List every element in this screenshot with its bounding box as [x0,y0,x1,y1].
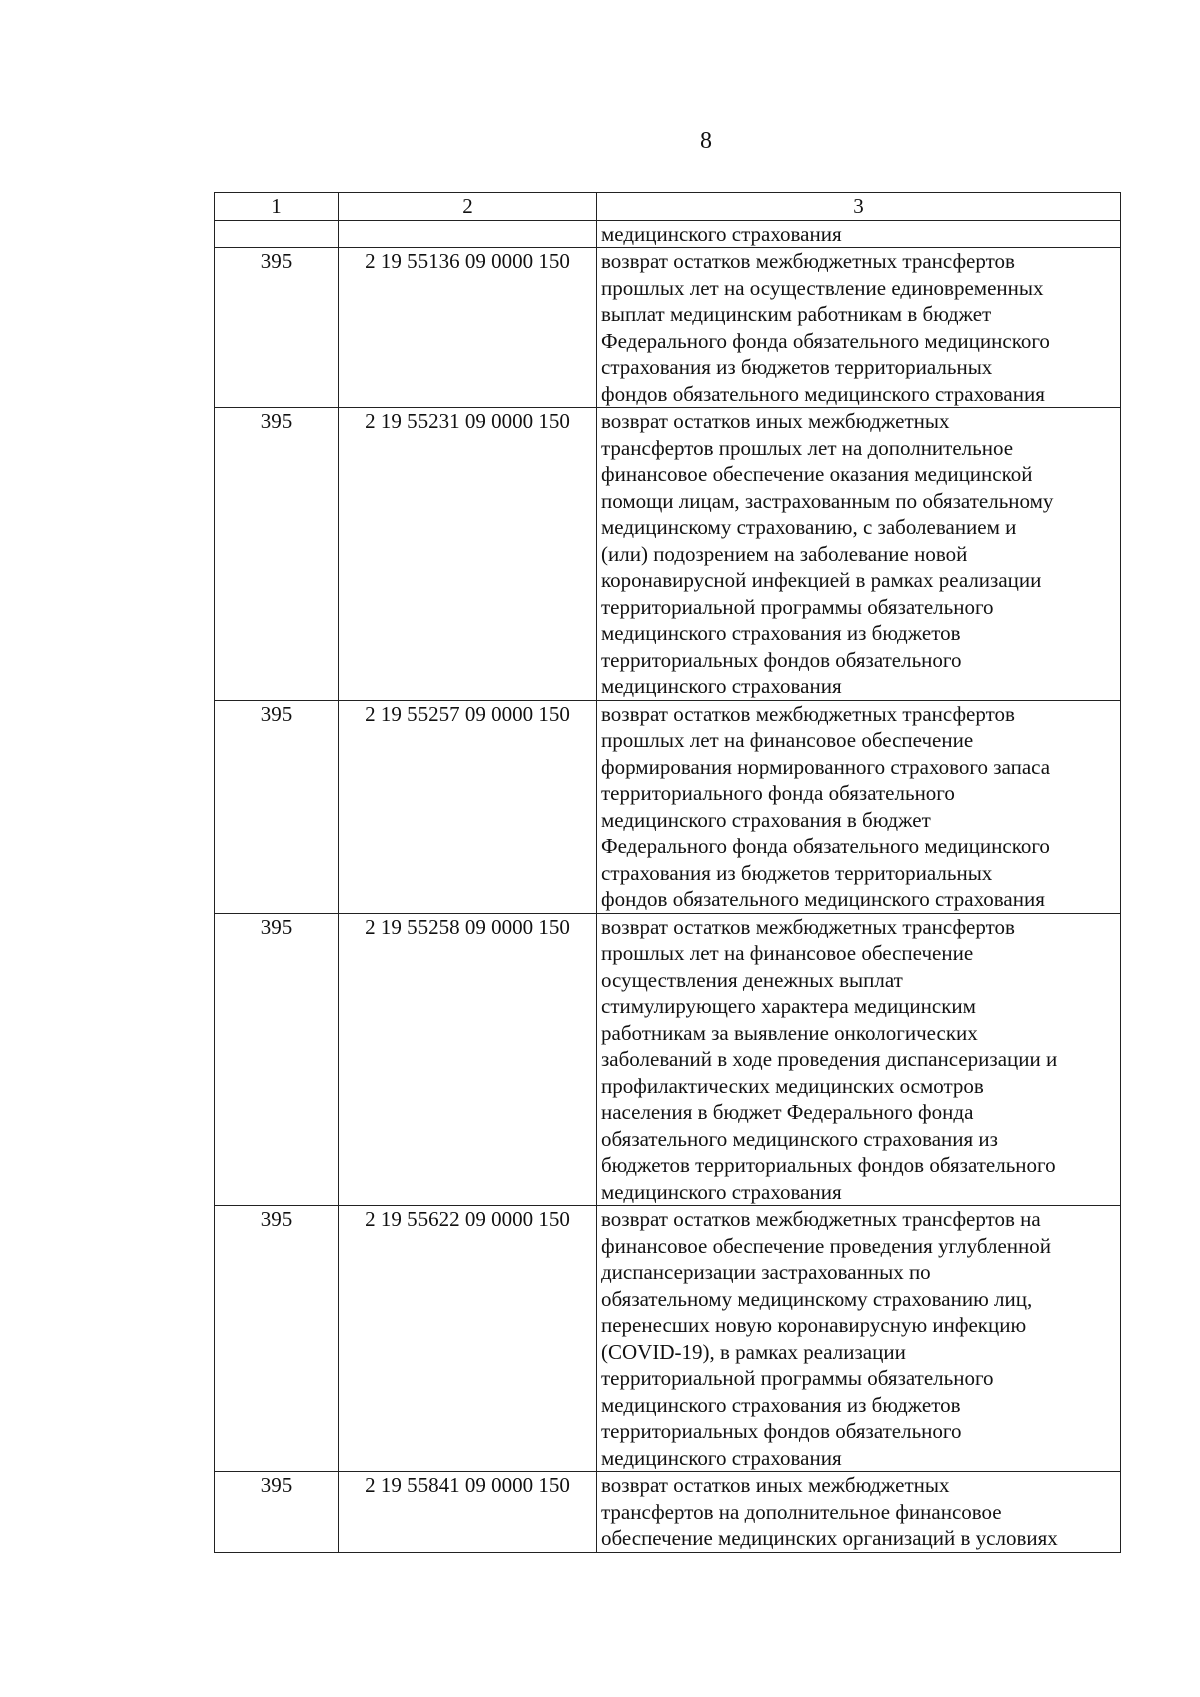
budget-classification-code-cell: 2 19 55257 09 0000 150 [339,700,597,913]
description-line: помощи лицам, застрахованным по обязательному [601,488,1054,513]
table-row [215,1206,1121,1472]
continuation-num-cell [215,220,339,248]
description-line: возврат остатков межбюджетных трансфертов [601,914,1015,939]
description-line: работникам за выявление онкологических [601,1020,978,1045]
description-line: прошлых лет на финансовое обеспечение [601,728,974,752]
description-line: диспансеризации застрахованных по [601,1260,931,1284]
description-line: медицинскому страхованию, с заболеванием и [601,515,1017,539]
column-header-1: 1 [215,193,339,221]
description-line: территориальной программы обязательного [601,1366,994,1390]
table-row [215,1472,1121,1553]
description-line: территориальных фондов обязательного [601,647,962,672]
budget-codes-table [214,192,1121,1553]
description-line: территориальной программы обязательного [601,594,994,619]
description-line: обеспечение медицинских организаций в условиях [601,1526,1058,1550]
description-line: трансфертов на дополнительное финансовое [601,1499,1002,1524]
admin-code-cell: 395 [215,248,339,408]
table-row [215,248,1121,408]
description-line: перенесших новую коронавирусную инфекцию [601,1313,1027,1337]
page-number: 8 [700,128,712,154]
description-line: страхования из бюджетов территориальных [601,355,993,379]
description-line: финансовое обеспечение оказания медицинской [601,462,1033,486]
admin-code-cell: 395 [215,1206,339,1472]
admin-code-cell: 395 [215,408,339,701]
description-line: медицинского страхования из бюджетов [601,621,961,645]
description-line: возврат остатков иных межбюджетных [601,409,950,433]
description-cell [597,408,1121,701]
budget-classification-code-cell: 2 19 55136 09 0000 150 [339,248,597,408]
description-line: медицинского страхования [601,1179,842,1204]
description-line: территориального фонда обязательного [601,781,955,805]
budget-classification-code-cell: 2 19 55622 09 0000 150 [339,1206,597,1472]
column-header-2: 2 [339,193,597,221]
admin-code-cell: 395 [215,1472,339,1553]
description-line: (или) подозрением на заболевание новой [601,541,968,566]
budget-classification-code-cell: 2 19 55258 09 0000 150 [339,913,597,1206]
description-line: коронавирусной инфекцией в рамках реализации [601,568,1042,592]
description-line: обязательного медицинского страхования из [601,1126,998,1151]
description-line: (COVID-19), в рамках реализации [601,1339,906,1364]
admin-code-cell: 395 [215,913,339,1206]
description-line: финансовое обеспечение проведения углубленной [601,1233,1051,1258]
budget-classification-code-cell: 2 19 55841 09 0000 150 [339,1472,597,1553]
description-line: стимулирующего характера медицинским [601,994,976,1018]
description-line: возврат остатков межбюджетных трансфертов [601,701,1015,726]
admin-code-cell: 395 [215,700,339,913]
description-line: профилактических медицинских осмотров [601,1073,984,1098]
table-header-row [215,193,1121,221]
description-line: фондов обязательного медицинского страхования [601,887,1045,911]
description-cell [597,700,1121,913]
description-line: территориальных фондов обязательного [601,1419,962,1443]
table-row [215,913,1121,1206]
table-row [215,700,1121,913]
description-line: Федерального фонда обязательного медицинского [601,328,1050,353]
description-line: медицинского страхования в бюджет [601,807,931,832]
description-line: населения в бюджет Федерального фонда [601,1100,974,1124]
description-line: возврат остатков межбюджетных трансфертов [601,249,1015,273]
description-line: страхования из бюджетов территориальных [601,860,993,885]
description-line: обязательному медицинскому страхованию лиц, [601,1286,1033,1311]
description-cell [597,1206,1121,1472]
description-line: медицинского страхования [601,674,842,698]
continuation-description: медицинского страхования [597,220,1121,248]
description-line: возврат остатков межбюджетных трансфертов на [601,1207,1041,1231]
description-line: выплат медицинским работникам в бюджет [601,302,992,326]
description-line: возврат остатков иных межбюджетных [601,1473,950,1497]
description-line: Федерального фонда обязательного медицинского [601,834,1050,858]
description-cell [597,913,1121,1206]
description-line: заболеваний в ходе проведения диспансеризации и [601,1047,1058,1071]
description-line: прошлых лет на осуществление единовременных [601,275,1044,300]
description-cell [597,248,1121,408]
table-row [215,408,1121,701]
description-cell [597,1472,1121,1553]
budget-classification-code-cell: 2 19 55231 09 0000 150 [339,408,597,701]
column-header-3: 3 [597,193,1121,221]
description-line: формирования нормированного страхового запаса [601,754,1051,779]
description-line: прошлых лет на финансовое обеспечение [601,941,974,965]
description-line: трансфертов прошлых лет на дополнительное [601,435,1014,460]
continuation-code-cell [339,220,597,248]
continuation-row [215,220,1121,248]
description-line: осуществления денежных выплат [601,967,903,992]
description-line: медицинского страхования [601,1445,842,1470]
description-line: медицинского страхования из бюджетов [601,1392,961,1417]
description-line: бюджетов территориальных фондов обязательного [601,1153,1056,1177]
description-line: фондов обязательного медицинского страхования [601,381,1045,406]
